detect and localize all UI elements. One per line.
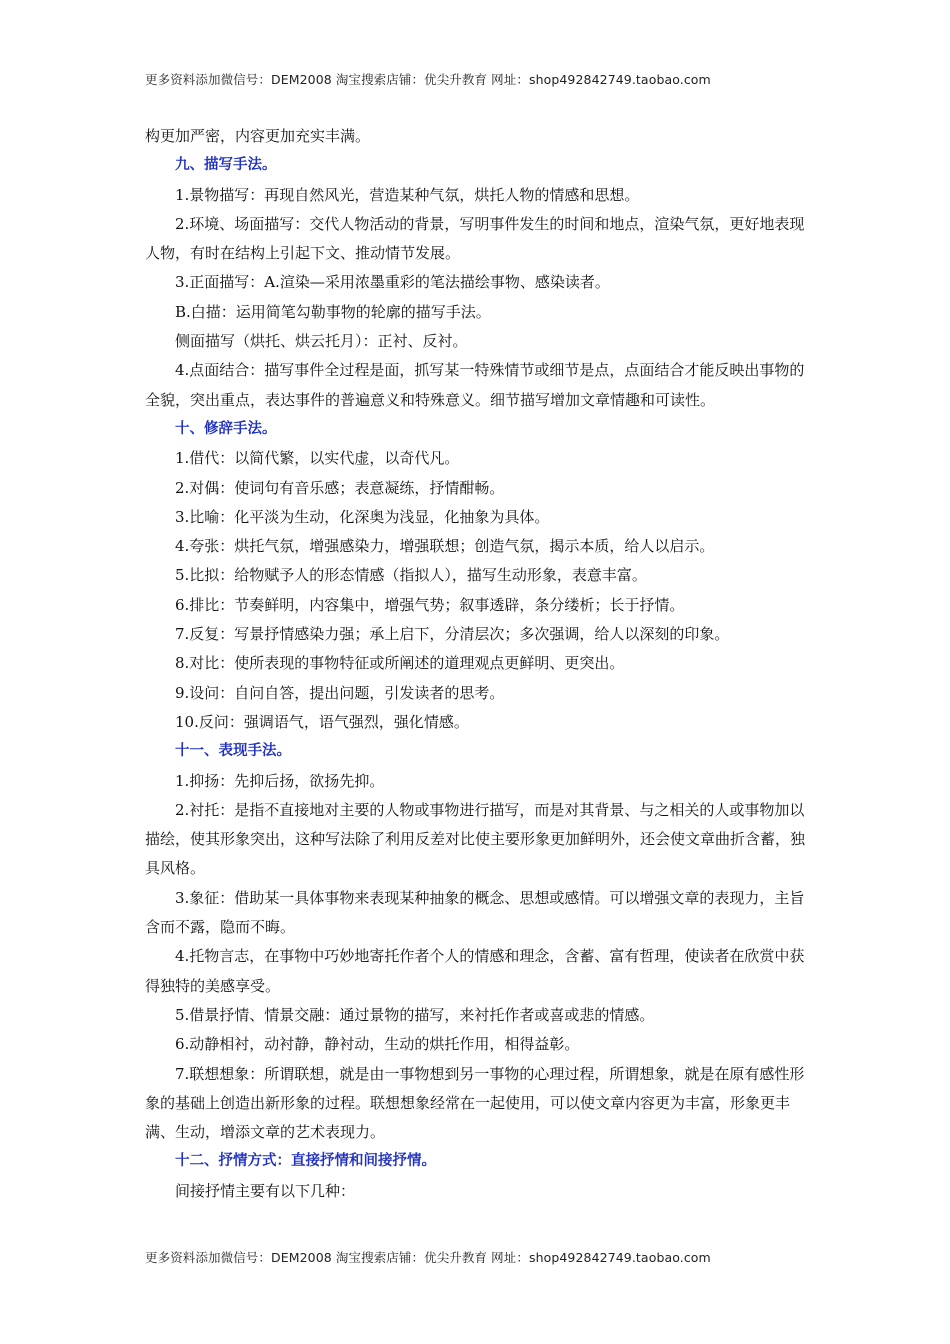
paragraph: 间接抒情主要有以下几种： <box>175 1181 356 1200</box>
paragraph: 2.对偶：使词句有音乐感；表意凝练，抒情酣畅。 <box>175 478 505 497</box>
paragraph: 2.衬托：是指不直接地对主要的人物或事物进行描写，而是对其背景、与之相关的人或事物加以描绘，使其形象突出，这种写法除了利用反差对比使主要形象更加鲜明外，还会使文章曲折含蓄，独具风格。 <box>145 800 806 878</box>
paragraph: 7.反复：写景抒情感染力强；承上启下，分清层次；多次强调，给人以深刻的印象。 <box>175 625 730 644</box>
paragraph: 4.夸张：烘托气氛，增强感染力，增强联想；创造气氛，揭示本质，给人以启示。 <box>175 537 715 556</box>
paragraph: 3.比喻：化平淡为生动，化深奥为浅显，化抽象为具体。 <box>175 507 550 526</box>
section-heading: 十、修辞手法。 <box>175 420 277 437</box>
section-heading: 十二、抒情方式：直接抒情和间接抒情。 <box>175 1153 436 1170</box>
paragraph: 3.正面描写：A.渲染—采用浓墨重彩的笔法描绘事物、感染读者。 <box>175 273 610 292</box>
paragraph: 侧面描写（烘托、烘云托月）：正衬、反衬。 <box>175 332 468 351</box>
paragraph: 8.对比：使所表现的事物特征或所阐述的道理观点更鲜明、更突出。 <box>175 654 625 673</box>
paragraph: 1.借代：以简代繁，以实代虚，以奇代凡。 <box>175 449 460 468</box>
paragraph: B.白描：运用简笔勾勒事物的轮廓的描写手法。 <box>175 302 491 321</box>
header-banner: 更多资料添加微信号：DEM2008 淘宝搜索店铺：优尖升教育 网址：shop492842749.taobao.com <box>145 72 711 87</box>
paragraph: 6.动静相衬，动衬静，静衬动，生动的烘托作用，相得益彰。 <box>175 1035 580 1054</box>
paragraph: 1.抑扬：先抑后扬，欲扬先抑。 <box>175 771 385 790</box>
paragraph: 6.排比：节奏鲜明，内容集中，增强气势；叙事透辟，条分缕析；长于抒情。 <box>175 595 685 614</box>
section-heading: 十一、表现手法。 <box>175 743 291 760</box>
document-body <box>145 122 805 1206</box>
section-heading: 九、描写手法。 <box>175 157 277 174</box>
paragraph: 构更加严密，内容更加充实丰满。 <box>145 127 371 145</box>
footer-banner: 更多资料添加微信号：DEM2008 淘宝搜索店铺：优尖升教育 网址：shop492842749.taobao.com <box>145 1250 711 1265</box>
paragraph: 3.象征：借助某一具体事物来表现某种抽象的概念、思想或感情。可以增强文章的表现力，主旨含而不露，隐而不晦。 <box>145 888 805 937</box>
paragraph: 2.环境、场面描写：交代人物活动的背景，写明事件发生的时间和地点，渲染气氛，更好地表现人物，有时在结构上引起下文、推动情节发展。 <box>145 214 805 263</box>
paragraph: 1.景物描写：再现自然风光，营造某种气氛，烘托人物的情感和思想。 <box>175 185 640 204</box>
paragraph: 7.联想想象：所谓联想，就是由一事物想到另一事物的心理过程，所谓想象，就是在原有感性形象的基础上创造出新形象的过程。联想想象经常在一起使用，可以使文章内容更为丰富，形象更丰满、生动，增添文章的艺术表现力。 <box>145 1064 805 1142</box>
paragraph: 5.借景抒情、情景交融：通过景物的描写，来衬托作者或喜或悲的情感。 <box>175 1005 655 1024</box>
paragraph: 4.托物言志，在事物中巧妙地寄托作者个人的情感和理念，含蓄、富有哲理，使读者在欣赏中获得独特的美感享受。 <box>145 947 805 995</box>
paragraph: 4.点面结合：描写事件全过程是面，抓写某一特殊情节或细节是点，点面结合才能反映出事物的全貌，突出重点，表达事件的普遍意义和特殊意义。细节描写增加文章情趣和可读性。 <box>145 361 805 409</box>
paragraph: 9.设问：自问自答，提出问题，引发读者的思考。 <box>175 683 505 702</box>
paragraph: 10.反问：强调语气，语气强烈，强化情感。 <box>175 712 469 731</box>
paragraph: 5.比拟：给物赋予人的形态情感（指拟人），描写生动形象，表意丰富。 <box>175 566 647 585</box>
